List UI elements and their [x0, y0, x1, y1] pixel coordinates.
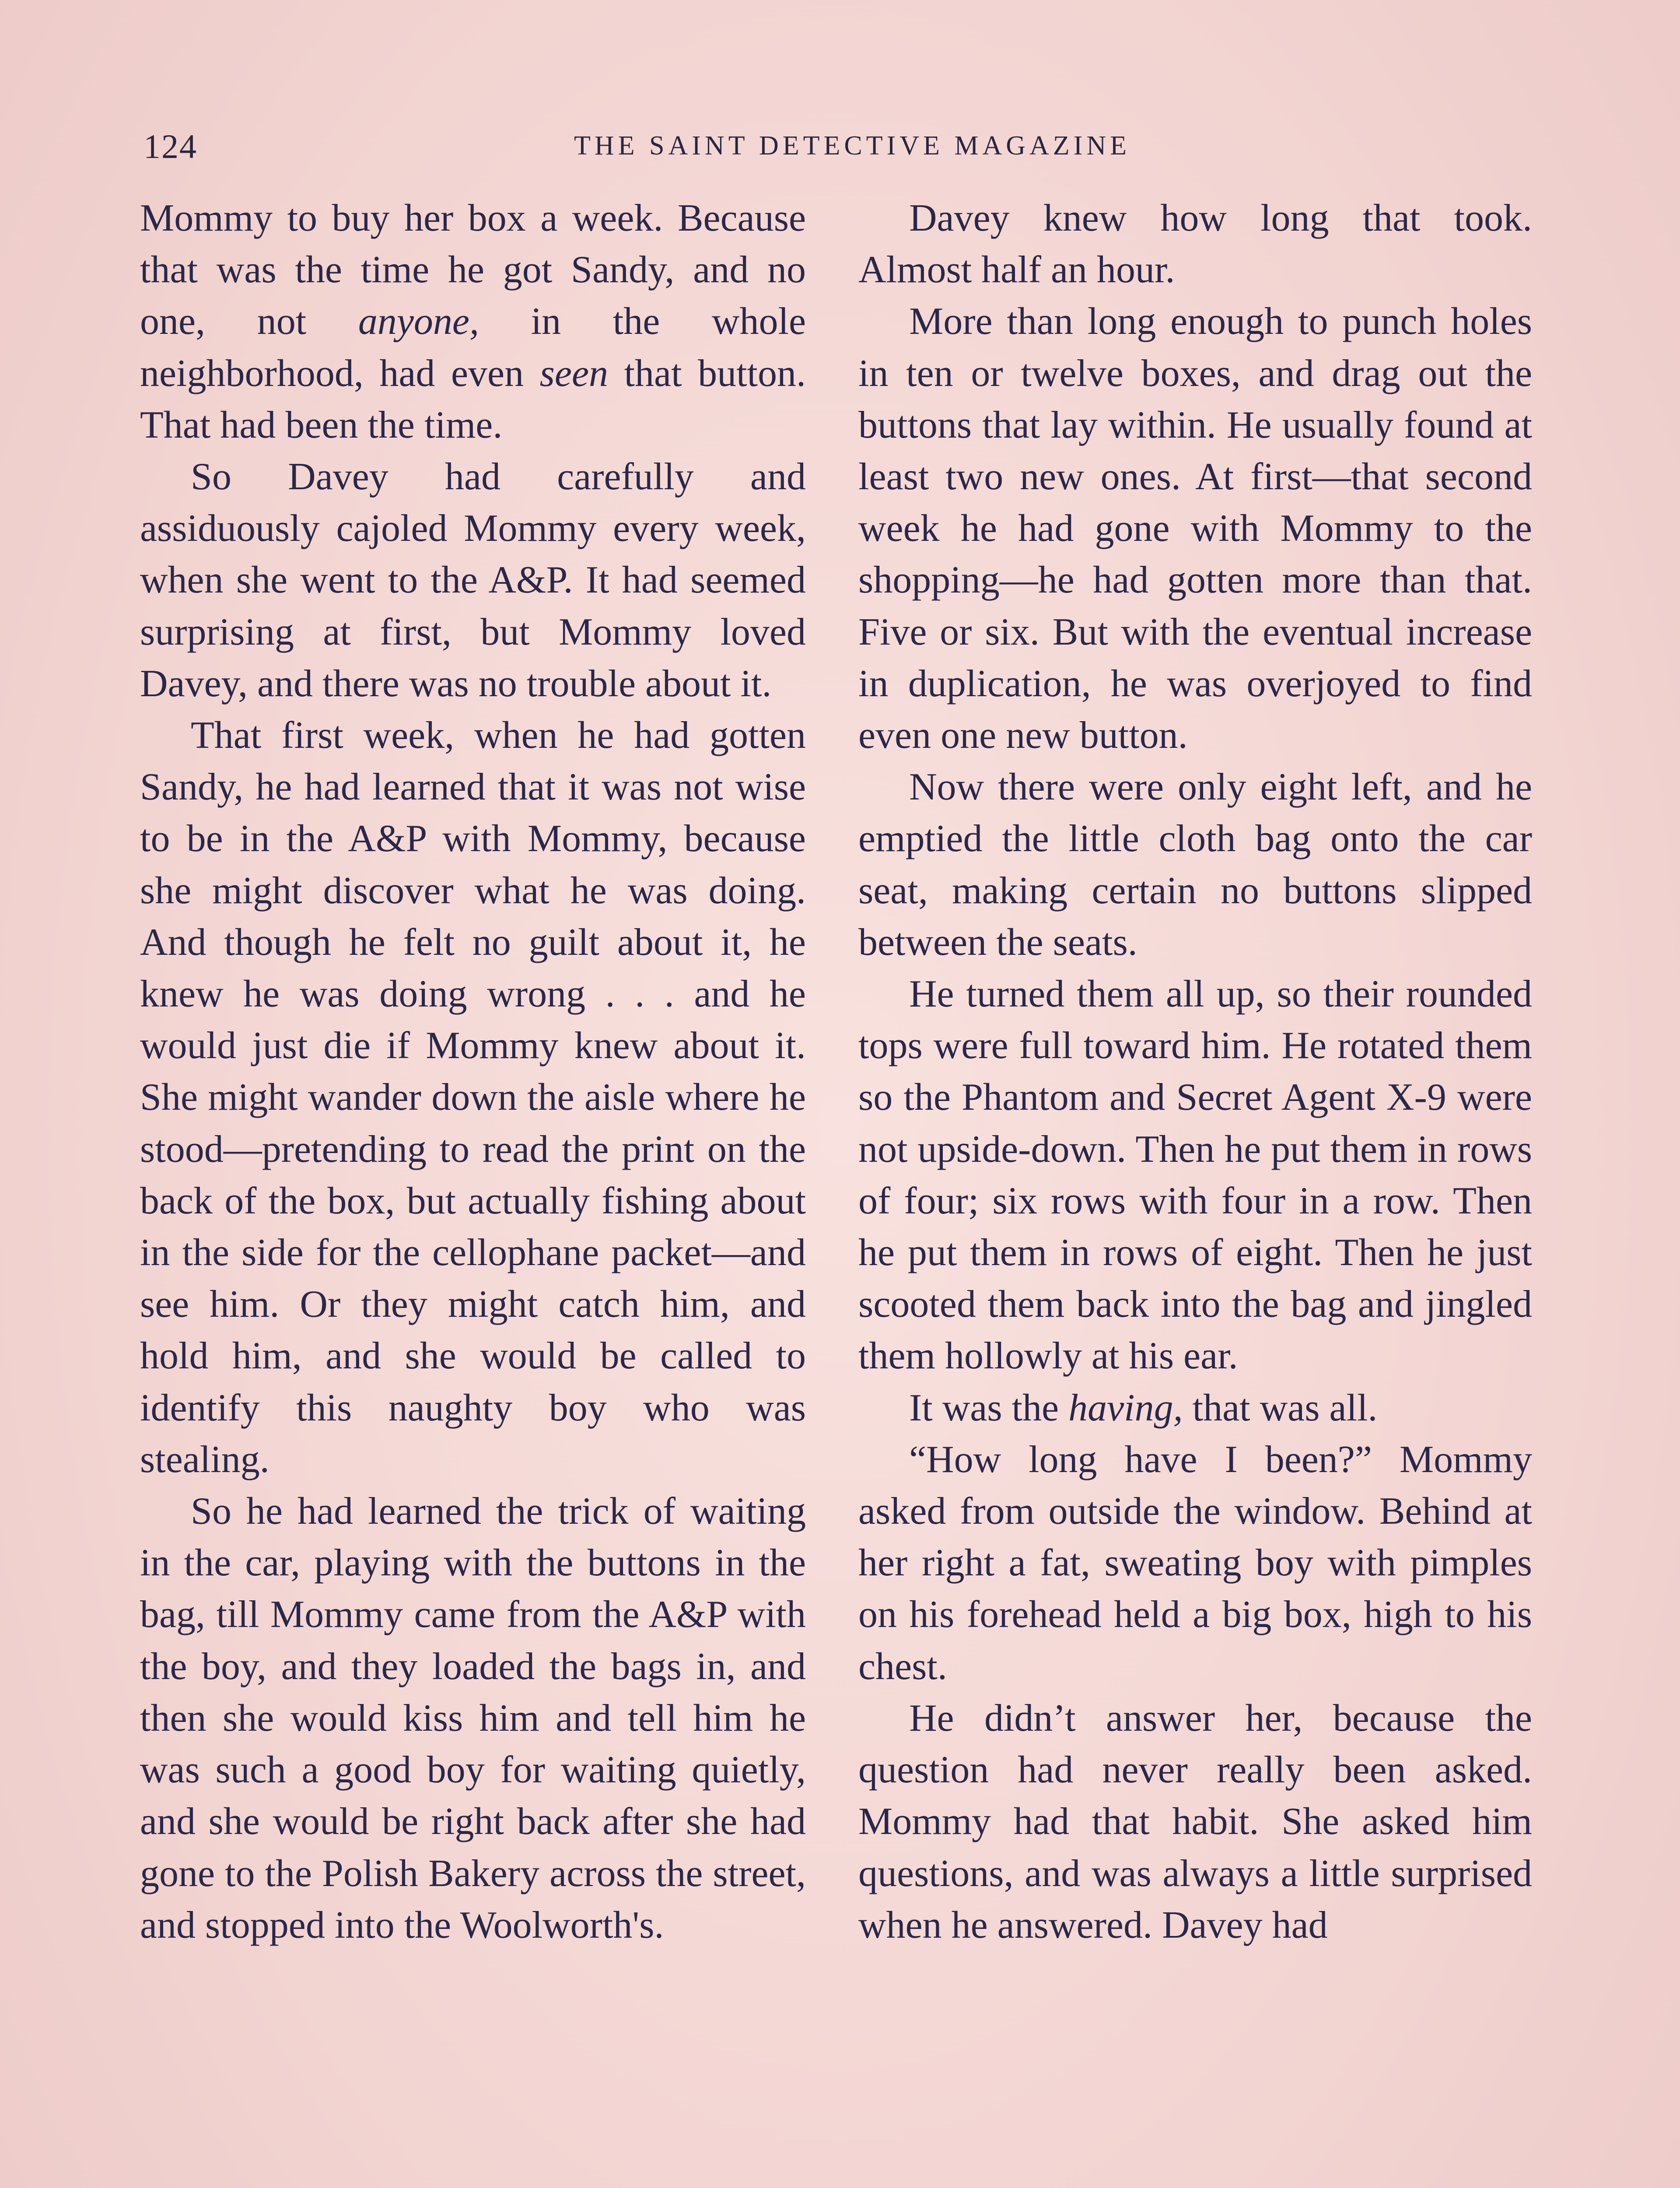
paragraph: More than long enough to punch holes in ten or twelve boxes, and drag out the buttons that lay within. He usually found at least two new ones. At first—that second week he had gone with Mommy to the shopping—he had gotten more than that. Five or six. But with the eventual increase in duplication, he was overjoyed to find even one new button.: [858, 300, 1532, 757]
running-head: THE SAINT DETECTIVE MAGAZINE: [574, 131, 1130, 161]
paragraph: He turned them all up, so their rounded tops were full toward him. He rotated them so the Phantom and Secret Agent X-9 were not upside-down. Then he put them in rows of four; six rows with four in a row. Then he put them in rows of eight. Then he just scooted them back into the bag and jingled them hollowly at his ear.: [858, 973, 1532, 1378]
page-header: [144, 127, 1535, 175]
paragraph: He didn’t answer her, because the question had never really been asked. Mommy had that habit. She asked him questions, and was always a little surprised when he answered. Davey had: [858, 1697, 1532, 1946]
paragraph: “How long have I been?” Mommy asked from outside the window. Behind at her right a fat, sweating boy with pimples on his forehead held a big box, high to his chest.: [858, 1438, 1532, 1688]
paragraph: That first week, when he had gotten Sandy, he had learned that it was not wise to be in the A&P with Mommy, because she might discover what he was doing. And though he felt no guilt about it, he knew he was doing wrong . . . and he would just die if Mommy knew about it. She might wander down the aisle where he stood—pretending to read the print on the back of the box, but actually fishing about in the side for the cellophane packet—and see him. Or they might catch him, and hold him, and she would be called to identify this naughty boy who was stealing.: [140, 714, 806, 1481]
right-column: [858, 193, 1532, 1951]
paragraph: So Davey had carefully and assiduously cajoled Mommy every week, when she went to the A&P. It had seemed surprising at first, but Mommy loved Davey, and there was no trouble about it.: [140, 456, 806, 705]
paragraph: It was the having, that was all.: [909, 1386, 1378, 1429]
paragraph: Now there were only eight left, and he emptied the little cloth bag onto the car seat, making certain no buttons slipped between the seats.: [858, 766, 1532, 964]
paragraph: So he had learned the trick of waiting in the car, playing with the buttons in the bag, till Mommy came from the A&P with the boy, and they loaded the bags in, and then she would kiss him and tell him he was such a good boy for waiting quietly, and she would be right back after she had gone to the Polish Bakery across the street, and stopped into the Woolworth's.: [140, 1490, 806, 1946]
page-number: 124: [144, 127, 197, 165]
left-column: [140, 193, 806, 1951]
paragraph: Mommy to buy her box a week. Because that was the time he got Sandy, and no one, not anyone, in the whole neighborhood, had even seen that button. That had been the time.: [140, 197, 806, 446]
paragraph: Davey knew how long that took. Almost half an hour.: [858, 197, 1532, 291]
